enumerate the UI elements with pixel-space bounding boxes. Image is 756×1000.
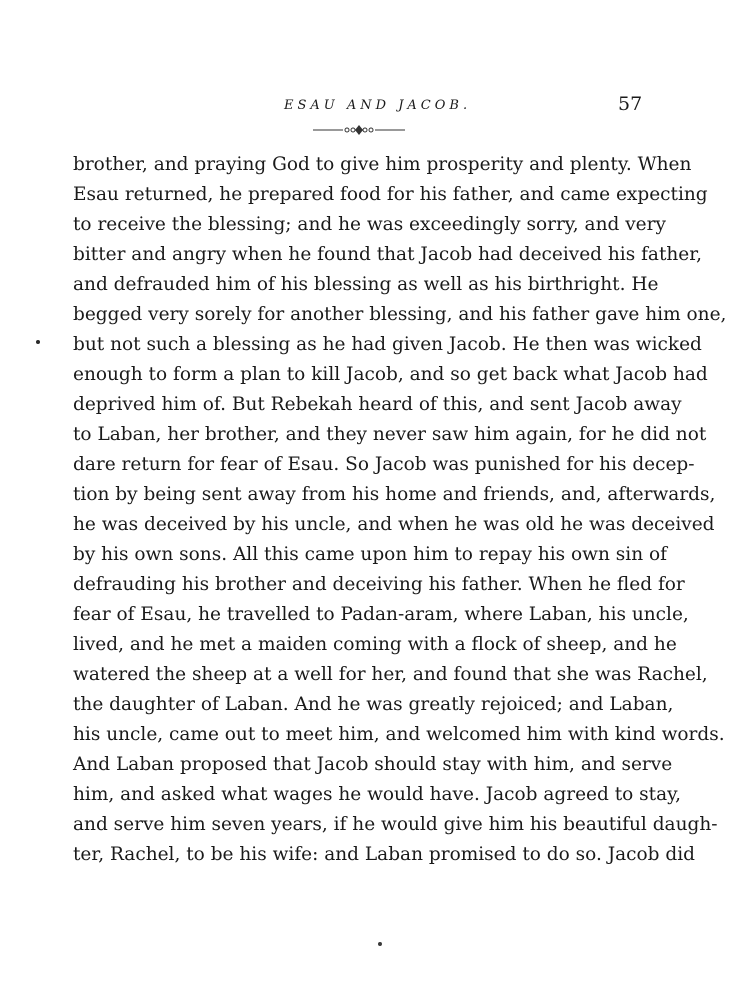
bottom-mark xyxy=(378,942,382,946)
text-line: bitter and angry when he found that Jacob had deceived his father, xyxy=(73,244,702,265)
header-ornament-icon xyxy=(313,123,405,137)
page-number: 57 xyxy=(618,93,643,115)
text-line: his uncle, came out to meet him, and welcomed him with kind words. xyxy=(73,724,725,745)
text-line: watered the sheep at a well for her, and found that she was Rachel, xyxy=(73,664,708,685)
text-line: begged very sorely for another blessing, and his father gave him one, xyxy=(73,304,727,325)
text-line: Esau returned, he prepared food for his father, and came expecting xyxy=(73,184,708,205)
text-line: enough to form a plan to kill Jacob, and so get back what Jacob had xyxy=(73,364,708,385)
text-line: the daughter of Laban. And he was greatly rejoiced; and Laban, xyxy=(73,694,674,715)
text-line: to Laban, her brother, and they never saw him again, for he did not xyxy=(73,424,707,445)
text-line: to receive the blessing; and he was exceedingly sorry, and very xyxy=(73,214,666,235)
running-header xyxy=(0,93,756,120)
text-line: but not such a blessing as he had given Jacob. He then was wicked xyxy=(73,334,702,355)
text-line: defrauding his brother and deceiving his father. When he fled for xyxy=(73,574,685,595)
text-line: deprived him of. But Rebekah heard of this, and sent Jacob away xyxy=(73,394,682,415)
text-line: by his own sons. All this came upon him to repay his own sin of xyxy=(73,544,667,565)
text-line: him, and asked what wages he would have. Jacob agreed to stay, xyxy=(73,784,681,805)
text-line: and serve him seven years, if he would give him his beautiful daugh- xyxy=(73,814,718,835)
text-line: brother, and praying God to give him prosperity and plenty. When xyxy=(73,154,692,175)
text-line: And Laban proposed that Jacob should stay with him, and serve xyxy=(73,754,673,775)
text-line: he was deceived by his uncle, and when he was old he was deceived xyxy=(73,514,715,535)
text-line: tion by being sent away from his home and friends, and, afterwards, xyxy=(73,484,716,505)
body-paragraph xyxy=(73,150,727,870)
text-line: fear of Esau, he travelled to Padan-aram, where Laban, his uncle, xyxy=(73,604,689,625)
running-title: ESAU AND JACOB. xyxy=(284,98,472,113)
text-line: lived, and he met a maiden coming with a flock of sheep, and he xyxy=(73,634,677,655)
text-line: dare return for fear of Esau. So Jacob was punished for his decep- xyxy=(73,454,695,475)
margin-mark xyxy=(36,340,40,344)
text-line: and defrauded him of his blessing as well as his birthright. He xyxy=(73,274,659,295)
text-line: ter, Rachel, to be his wife: and Laban promised to do so. Jacob did xyxy=(73,844,695,865)
